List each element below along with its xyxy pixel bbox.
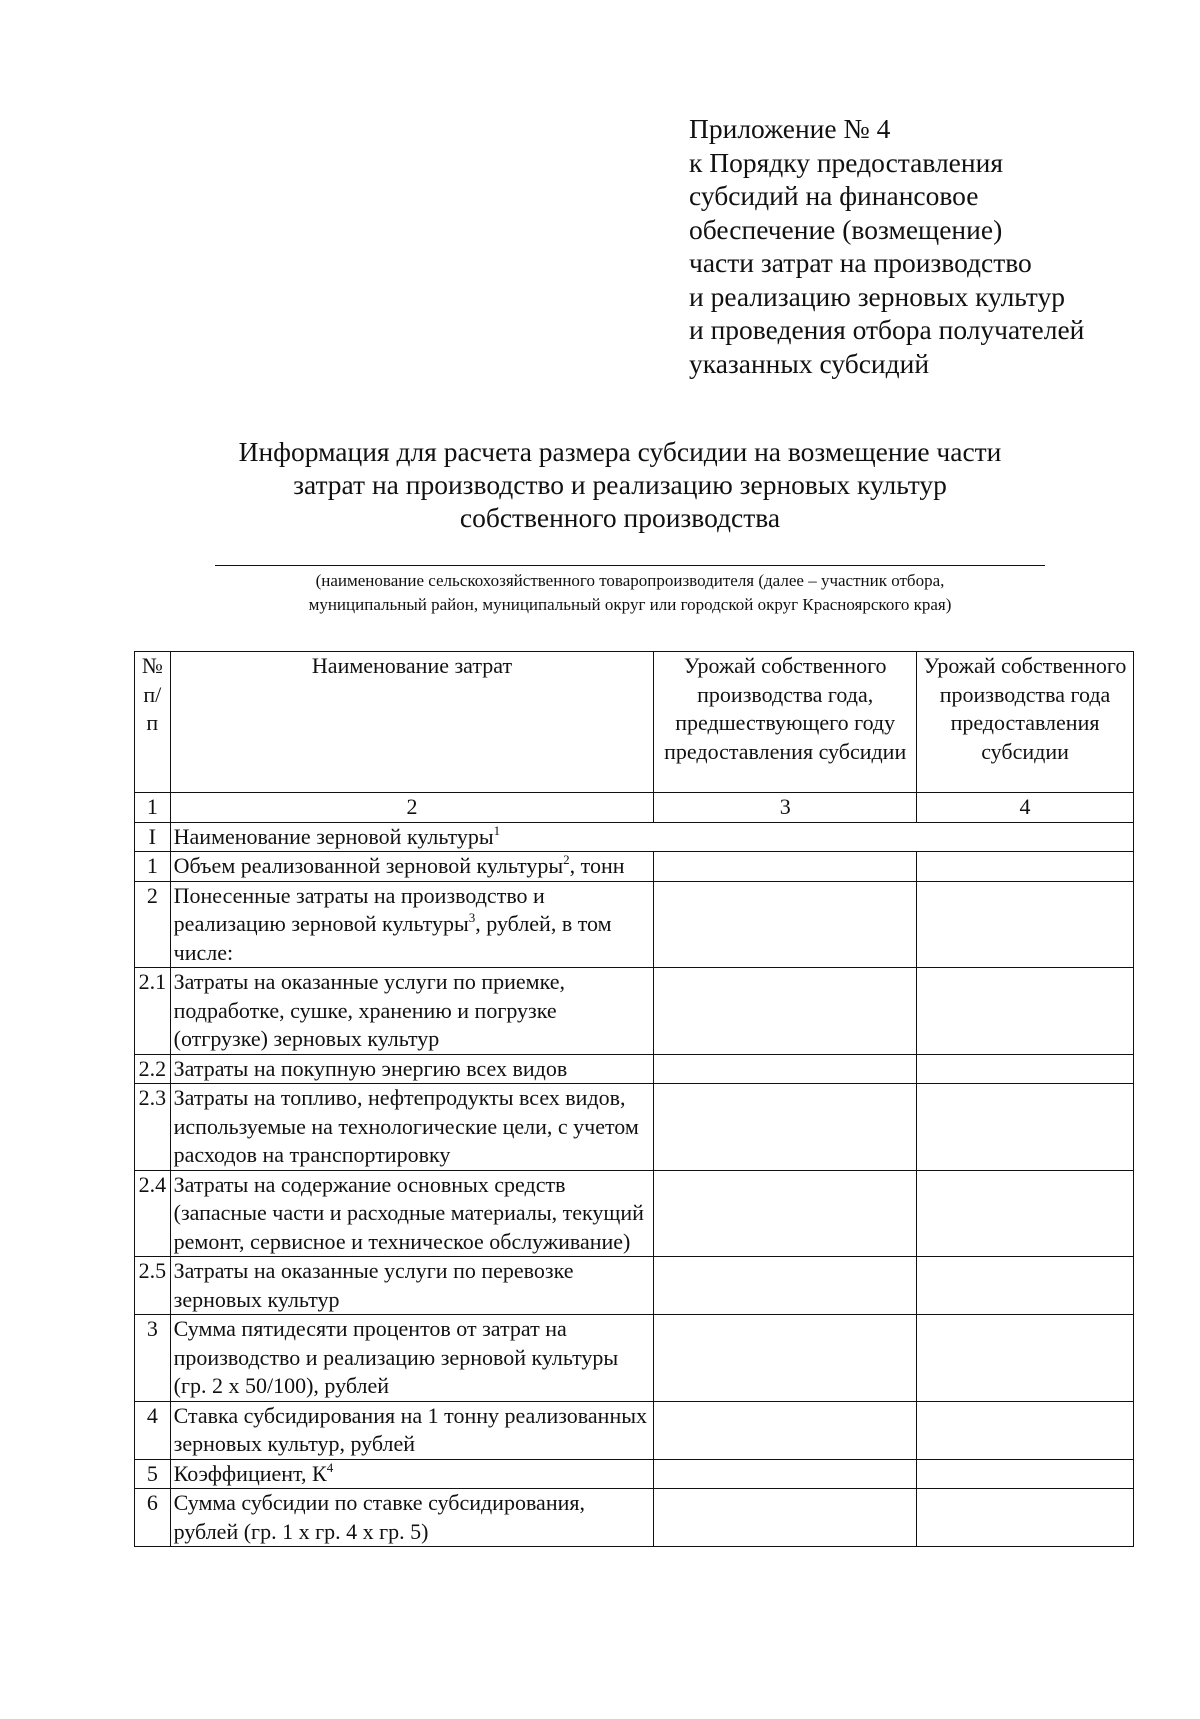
appendix-caption: [689, 112, 1159, 380]
row-label: [170, 1084, 654, 1171]
table-row: [135, 1257, 1134, 1315]
row-label-text: Затраты на покупную энергию всех видов: [173, 1055, 568, 1081]
prev-year-value-cell[interactable]: [654, 1170, 917, 1257]
participant-name-hint: [190, 569, 1070, 617]
appendix-line: к Порядку предоставления: [689, 146, 1003, 178]
appendix-line: части затрат на производство: [689, 247, 1032, 278]
column-numbers-row: [135, 793, 1134, 823]
appendix-line: и проведения отбора получателей: [689, 314, 1085, 345]
row-number: 2.4: [135, 1170, 171, 1257]
prev-year-value-cell[interactable]: [654, 1315, 917, 1402]
prev-year-value-cell[interactable]: [654, 1459, 917, 1489]
section-label[interactable]: [170, 822, 1133, 852]
prev-year-value-cell[interactable]: [654, 1257, 917, 1315]
footnote-mark: 4: [326, 1459, 334, 1475]
row-number: 3: [135, 1315, 171, 1402]
section-label-text: Наименование зерновой культуры: [173, 823, 494, 849]
row-label: [170, 1257, 654, 1315]
row-number: 2.5: [135, 1257, 171, 1315]
current-year-value-cell[interactable]: [917, 1459, 1134, 1489]
row-label-text: Ставка субсидирования на 1 тонну реализованных зерновых культур, рублей: [173, 1402, 647, 1456]
prev-year-value-cell[interactable]: [654, 1084, 917, 1171]
row-label: [170, 968, 654, 1055]
row-label: [170, 1054, 654, 1084]
row-number: 2.1: [135, 968, 171, 1055]
appendix-line: Приложение № 4: [689, 113, 891, 144]
row-label-text: Затраты на содержание основных средств (запасные части и расходные материалы, текущий ремонт, сервисное и техническое обслуживание): [173, 1171, 644, 1254]
title-line: собственного производства: [459, 502, 781, 533]
hint-line: (наименование сельскохозяйственного товаропроизводителя (далее – участник отбора,: [315, 571, 945, 590]
footnote-mark: 2: [563, 852, 570, 867]
row-label: [170, 881, 654, 968]
current-year-value-cell[interactable]: [917, 1489, 1134, 1547]
title-line: Информация для расчета размера субсидии на возмещение части: [238, 436, 1002, 467]
appendix-line: и реализацию зерновых культур: [689, 280, 1065, 312]
current-year-value-cell[interactable]: [917, 1315, 1134, 1402]
table-row: [135, 1401, 1134, 1459]
current-year-value-cell[interactable]: [917, 1401, 1134, 1459]
row-label-text: Затраты на оказанные услуги по перевозке зерновых культур: [173, 1258, 574, 1312]
column-number: 1: [135, 793, 171, 823]
row-number: 2: [135, 881, 171, 968]
prev-year-value-cell[interactable]: [654, 852, 917, 882]
row-number: 1: [135, 852, 171, 882]
table-row: [135, 881, 1134, 968]
participant-name-field[interactable]: [215, 565, 1045, 566]
row-label: [170, 1401, 654, 1459]
current-year-value-cell[interactable]: [917, 881, 1134, 968]
row-label-suffix: , рублей, в том числе:: [173, 911, 612, 965]
row-label-text: Сумма пятидесяти процентов от затрат на производство и реализацию зерновой культуры (гр. 2 х 50/100), рублей: [173, 1316, 619, 1398]
row-number: 4: [135, 1401, 171, 1459]
column-number: 4: [917, 793, 1134, 823]
section-number: I: [135, 822, 171, 852]
current-year-value-cell[interactable]: [917, 1084, 1134, 1171]
table-row: [135, 852, 1134, 882]
header-current-year-harvest: Урожай собственного производства года предоставления субсидии: [917, 652, 1134, 793]
row-label: [170, 852, 654, 882]
table-row: [135, 1315, 1134, 1402]
row-label: [170, 1489, 654, 1547]
document-title: [170, 435, 1070, 534]
table-row: [135, 1054, 1134, 1084]
row-label-text: Коэффициент, К: [173, 1460, 327, 1486]
cost-table: [134, 651, 1134, 1547]
current-year-value-cell[interactable]: [917, 1170, 1134, 1257]
row-number: 5: [135, 1459, 171, 1489]
prev-year-value-cell[interactable]: [654, 1489, 917, 1547]
appendix-line: субсидий на финансовое: [689, 180, 979, 211]
column-number: 2: [170, 793, 654, 823]
current-year-value-cell[interactable]: [917, 968, 1134, 1055]
table-row: [135, 1084, 1134, 1171]
row-label-text: Объем реализованной зерновой культуры: [173, 853, 564, 878]
current-year-value-cell[interactable]: [917, 1257, 1134, 1315]
footnote-mark: 3: [468, 910, 476, 925]
table-row: [135, 1459, 1134, 1489]
current-year-value-cell[interactable]: [917, 852, 1134, 882]
appendix-line: обеспечение (возмещение): [689, 213, 1003, 245]
row-label: [170, 1315, 654, 1402]
prev-year-value-cell[interactable]: [654, 881, 917, 968]
row-label-text: Затраты на оказанные услуги по приемке, подработке, сушке, хранению и погрузке (отгрузке) зерновых культур: [173, 969, 565, 1051]
appendix-line: указанных субсидий: [689, 347, 930, 379]
hint-line: муниципальный район, муниципальный округ или городской округ Красноярского края): [308, 595, 952, 614]
row-label-suffix: , тонн: [569, 853, 625, 878]
title-line: затрат на производство и реализацию зерновых культур: [293, 469, 947, 500]
table-header-row: [135, 652, 1134, 793]
footnote-mark: 1: [493, 822, 501, 838]
row-label-text: Сумма субсидии по ставке субсидирования, рублей (гр. 1 х гр. 4 х гр. 5): [173, 1490, 585, 1544]
prev-year-value-cell[interactable]: [654, 1401, 917, 1459]
prev-year-value-cell[interactable]: [654, 968, 917, 1055]
row-number: 6: [135, 1489, 171, 1547]
row-number: 2.3: [135, 1084, 171, 1171]
header-cost-name: Наименование затрат: [170, 652, 654, 793]
column-number: 3: [654, 793, 917, 823]
table-row: [135, 1489, 1134, 1547]
row-label-text: Понесенные затраты на производство и реализацию зерновой культуры: [173, 882, 545, 936]
row-number: 2.2: [135, 1054, 171, 1084]
row-label: [170, 1170, 654, 1257]
section-row: [135, 822, 1134, 852]
prev-year-value-cell[interactable]: [654, 1054, 917, 1084]
current-year-value-cell[interactable]: [917, 1054, 1134, 1084]
header-prev-year-harvest: Урожай собственного производства года, предшествующего году предоставления субсидии: [654, 652, 917, 793]
row-label: [170, 1459, 654, 1489]
table-row: [135, 1170, 1134, 1257]
header-number: № п/п: [135, 652, 171, 793]
row-label-text: Затраты на топливо, нефтепродукты всех видов, используемые на технологические цели, с учетом расходов на транспортировку: [173, 1085, 639, 1167]
table-row: [135, 968, 1134, 1055]
